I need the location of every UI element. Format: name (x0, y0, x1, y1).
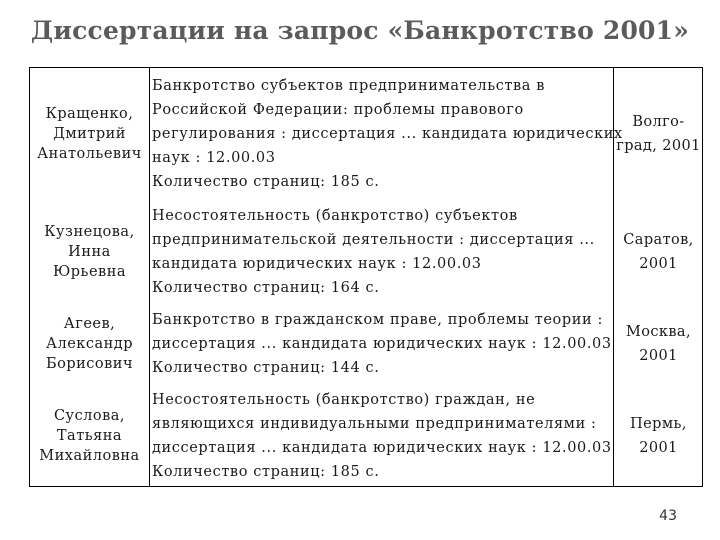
work-cell: Несостоятельность (банкротство) субъектов предпринимательской деятельности : диссертация ... кандидата юридических наук : 12.00.03 Количество страниц: 164 с. (152, 208, 595, 296)
place-cell: Саратов, 2001 (623, 232, 694, 272)
table-row (30, 68, 702, 200)
work-cell: Несостоятельность (банкротство) граждан, не являющихся индивидуальными предпринимателями : диссертация ... кандидата юридических наук : 12.00.03 Количество страниц: 185 с. (152, 392, 612, 480)
place-cell: Пермь, 2001 (630, 416, 687, 456)
table-row (30, 200, 702, 304)
dissertations-table (29, 67, 703, 487)
place-cell: Волго- град, 2001 (616, 114, 701, 154)
place-cell: Москва, 2001 (626, 324, 691, 364)
work-cell: Банкротство субъектов предпринимательства в Российской Федерации: проблемы правового регулирования : диссертация ... кандидата юридических наук : 12.00.03 Количество страниц: 185 с. (152, 78, 623, 190)
author-cell: Кузнецова, Инна Юрьевна (44, 224, 135, 280)
table-row (30, 304, 702, 384)
table-row (30, 384, 702, 488)
author-cell: Суслова, Татьяна Михайловна (39, 408, 140, 464)
page-number: 43 (659, 508, 677, 524)
slide-title: Диссертации на запрос «Банкротство 2001» (30, 16, 690, 45)
work-cell: Банкротство в гражданском праве, проблемы теории : диссертация ... кандидата юридических наук : 12.00.03 Количество страниц: 144 с. (152, 312, 612, 376)
author-cell: Агеев, Александр Борисович (45, 316, 134, 372)
author-cell: Кращенко, Дмитрий Анатольевич (37, 106, 142, 162)
